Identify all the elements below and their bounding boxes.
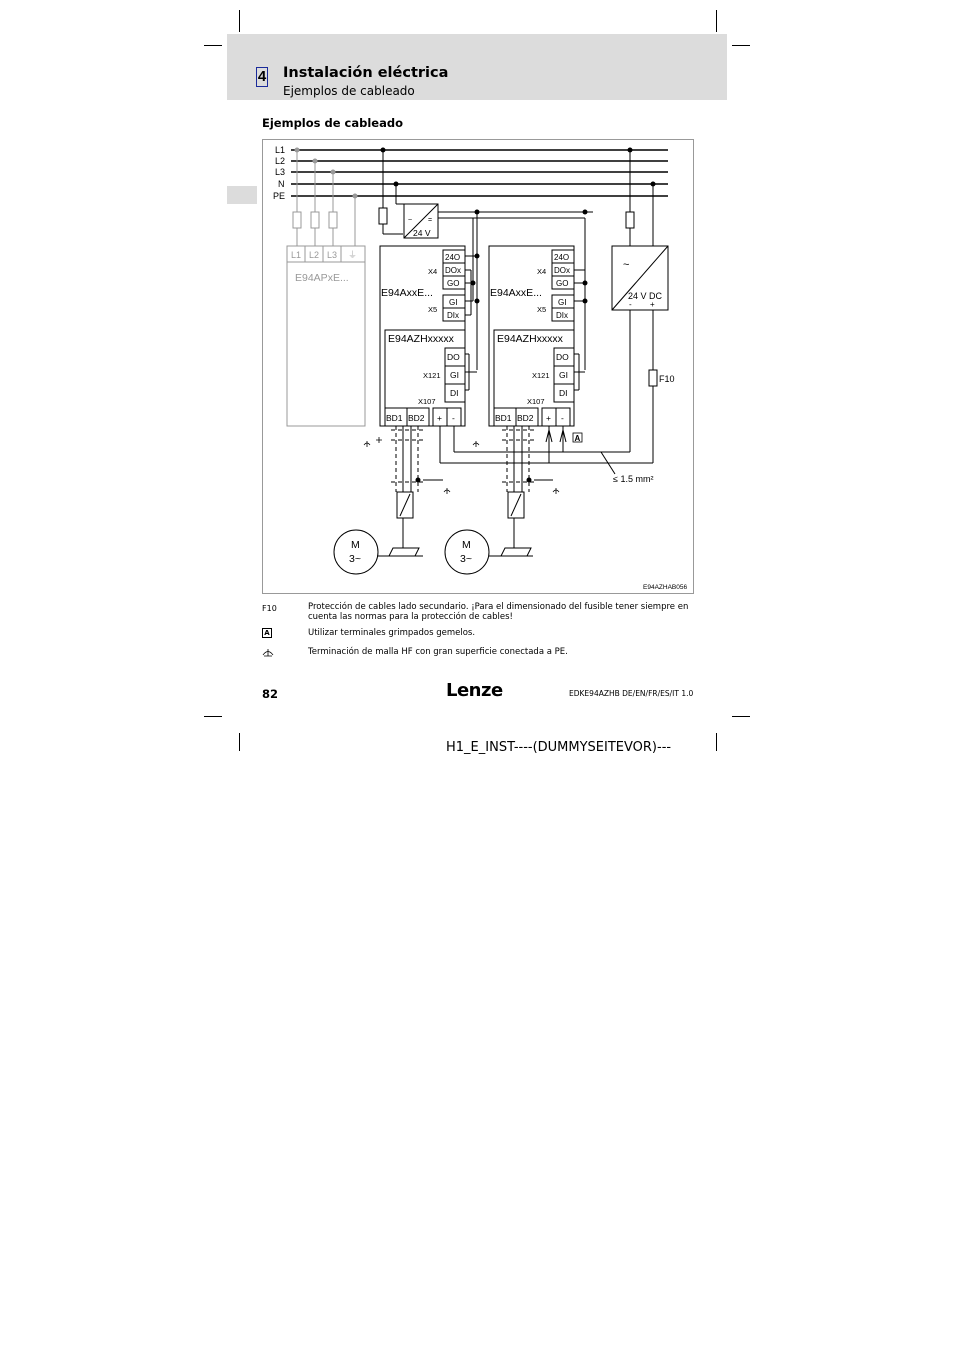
chapter-subtitle: Ejemplos de cableado [283,84,415,98]
terminal-label: GI [450,370,459,380]
motor-1 [334,530,378,574]
crop-mark [239,733,240,751]
axis-module-2-label: E94AxxE... [490,287,542,299]
motor-2 [445,530,489,574]
psu-large-voltage: 24 V DC [628,291,663,301]
terminal-label: DOx [445,266,461,275]
marker-a: A [574,434,581,443]
cross-section-label: ≤ 1.5 mm² [613,474,654,484]
x121-label: X121 [532,371,550,380]
terminal-label: DO [556,352,569,362]
crop-mark [732,45,750,46]
x5-label: X5 [428,305,438,314]
wiring-diagram-svg [263,140,695,595]
motor-1-line1: M [351,539,360,551]
psu-small-voltage: 24 V [413,228,431,238]
safety-module-1-label: E94AZHxxxxx [388,333,454,345]
x4-label: X4 [428,267,438,276]
psu-large-minus: - [629,300,632,309]
chapter-number: 4 [257,68,267,85]
crop-mark [716,733,717,751]
terminal-label: + [546,413,551,423]
x107-label: X107 [418,397,436,406]
axis-module-1-label: E94AxxE... [381,287,433,299]
crop-mark [204,716,222,717]
shield-termination-icon [262,647,274,657]
x107-label: X107 [527,397,545,406]
supply-terminal-label: ⏚ [348,250,358,260]
chapter-side-tab [227,186,257,204]
supply-terminal-label: L3 [327,250,338,260]
psu-large-ac: ~ [623,259,630,271]
safety-module-2-label: E94AZHxxxxx [497,333,563,345]
crop-mark [239,10,240,32]
bus-label-n: N [278,179,285,189]
coupling-2 [501,548,531,556]
fuse-large-psu [626,212,634,228]
x4-label: X4 [537,267,547,276]
motor-1-line2: 3~ [349,553,361,565]
terminal-label: - [452,413,455,423]
crop-mark [716,10,717,32]
terminal-label: BD1 [386,413,403,423]
terminal-label: 24O [445,253,461,262]
crop-mark [204,45,222,46]
terminal-label: DOx [554,266,570,275]
terminal-label: GI [449,298,458,307]
bus-label-l2: L2 [275,156,286,166]
bus-label-l1: L1 [275,145,286,155]
motor-2-line1: M [462,539,471,551]
coupling-1 [389,548,419,556]
chapter-title: Instalación eléctrica [283,65,449,81]
terminal-label: GI [559,370,568,380]
document-id: EDKE94AZHB DE/EN/FR/ES/IT 1.0 [569,689,694,698]
fuse-psu [379,208,387,224]
terminal-label: DO [447,352,460,362]
section-title: Ejemplos de cableado [262,116,403,130]
legend-text: Protección de cables lado secundario. ¡Para el dimensionado del fusible tener siempre en cuenta las normas para la protección de cables! [308,602,689,622]
wiring-diagram [262,139,694,594]
terminal-label: DI [450,388,459,398]
footer-code: H1_E_INST----(DUMMYSEITEVOR)--- [446,740,672,755]
psu-small-ac: ~ [408,217,413,224]
page-number: 82 [262,687,279,701]
junction-dots [381,148,656,483]
motor-2-line2: 3~ [460,553,472,565]
legend-symbol-f10: F10 [262,604,277,613]
terminal-label: DIx [447,311,459,320]
supply-terminal-label: L2 [309,250,320,260]
terminal-label: GO [447,279,460,288]
x121-label: X121 [423,371,441,380]
fuse-f10-label: F10 [659,374,675,384]
terminal-label: BD2 [517,413,534,423]
terminal-label: DIx [556,311,568,320]
terminal-label: 24O [554,253,570,262]
lenze-logo: Lenze [446,680,503,701]
legend-text: Terminación de malla HF con gran superficie conectada a PE. [308,647,568,657]
terminal-label: GI [558,298,567,307]
bus-label-pe: PE [273,191,286,201]
terminal-label: DI [559,388,568,398]
legend-symbol-a: A [262,628,272,638]
terminal-label: BD1 [495,413,512,423]
psu-small-dc: = [428,217,433,224]
x5-label: X5 [537,305,547,314]
psu-large-plus: + [650,300,655,309]
figure-code: E94AZHAB056 [643,584,688,591]
supply-terminal-label: L1 [291,250,302,260]
terminal-label: + [437,413,442,423]
terminal-label: - [561,413,564,423]
supply-module-label: E94APxE... [295,272,349,284]
terminal-label: GO [556,279,569,288]
shield-termination-symbols [364,437,559,494]
fuse-f10 [649,370,657,386]
crop-mark [732,716,750,717]
terminal-label: BD2 [408,413,425,423]
legend-text: Utilizar terminales grimpados gemelos. [308,628,476,638]
bus-label-l3: L3 [275,167,286,177]
